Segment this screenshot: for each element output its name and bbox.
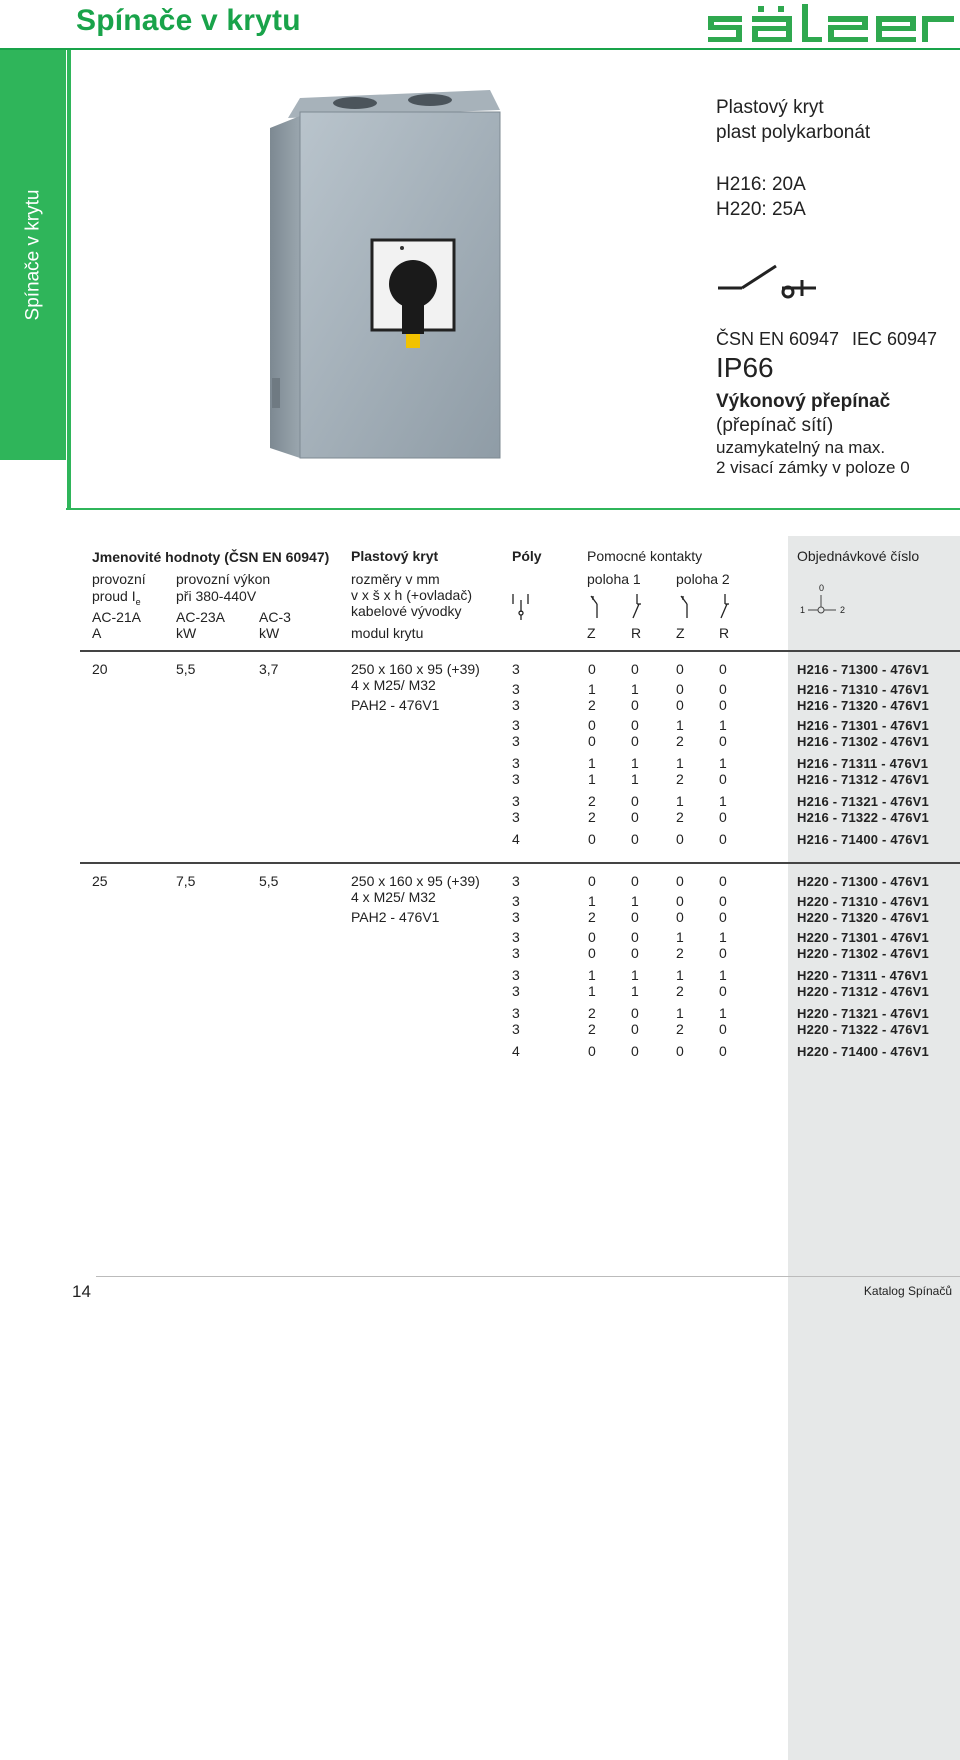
aux-pos1-z: 0 — [588, 1043, 596, 1059]
housing-type: Plastový kryt — [716, 97, 824, 118]
photo-section-rule — [66, 508, 960, 510]
power-ac23: 5,5 — [176, 661, 196, 677]
col-ac23: AC-23A — [176, 609, 226, 625]
switch-pos-2: 2 — [840, 605, 846, 615]
aux-pos1-r: 0 — [631, 831, 639, 847]
switch-type-sub: (přepínač sítí) — [716, 415, 834, 436]
product-photo — [260, 88, 510, 468]
aux-pos1-z: 0 — [588, 873, 596, 889]
aux-pos2-r: 1 — [719, 793, 727, 809]
aux-pos2-r: 0 — [719, 893, 727, 909]
housing-line-3: kabelové vývodky — [351, 603, 462, 619]
aux-pos2-r: 0 — [719, 945, 727, 961]
aux-pos1-r: 1 — [631, 983, 639, 999]
order-code: H216 - 71301 - 476V1 — [797, 718, 929, 733]
cable-glands: 4 x M25/ M32 — [351, 677, 436, 693]
housing-line-1: rozměry v mm — [351, 571, 440, 587]
aux-pos2-r: 0 — [719, 733, 727, 749]
aux-pos1-r: 0 — [631, 909, 639, 925]
poles-count: 3 — [512, 967, 520, 983]
aux-pos1-r: 0 — [631, 697, 639, 713]
order-number-title: Objednávkové číslo — [797, 548, 920, 564]
poles-count: 3 — [512, 983, 520, 999]
power-ac3: 5,5 — [259, 873, 279, 889]
poles-count: 3 — [512, 909, 520, 925]
contact-z-2: Z — [676, 625, 685, 641]
rated-current: 20 — [92, 661, 108, 677]
switch-type: Výkonový přepínač — [716, 391, 891, 412]
poles-count: 3 — [512, 809, 520, 825]
aux-pos2-r: 0 — [719, 1043, 727, 1059]
order-code: H220 - 71310 - 476V1 — [797, 894, 929, 909]
catalog-name: Katalog Spínačů — [863, 1284, 952, 1298]
power-ac3: 3,7 — [259, 661, 279, 677]
enclosure-switch-illustration — [260, 88, 510, 468]
footer-rule — [66, 1276, 960, 1277]
aux-pos2-r: 0 — [719, 873, 727, 889]
aux-pos1-r: 0 — [631, 793, 639, 809]
rating-h220: H220: 25A — [716, 199, 806, 220]
rated-values-title — [92, 549, 329, 565]
aux-pos1-z: 1 — [588, 681, 596, 697]
aux-pos2-z: 0 — [676, 1043, 684, 1059]
order-code: H220 - 71300 - 476V1 — [797, 874, 929, 889]
aux-pos1-r: 0 — [631, 945, 639, 961]
aux-pos1-z: 2 — [588, 1005, 596, 1021]
switch-pos-1: 1 — [800, 605, 806, 615]
aux-pos1-z: 1 — [588, 967, 596, 983]
order-code: H220 - 71400 - 476V1 — [797, 1044, 929, 1059]
photo-frame-accent — [67, 50, 71, 510]
aux-pos1-r: 0 — [631, 873, 639, 889]
switch-pos-0: 0 — [819, 583, 825, 593]
aux-pos2-r: 0 — [719, 1021, 727, 1037]
aux-pos2-z: 0 — [676, 681, 684, 697]
poles-count: 3 — [512, 755, 520, 771]
aux-contacts-title: Pomocné kontakty — [587, 548, 703, 564]
aux-pos1-z: 2 — [588, 697, 596, 713]
switch-symbol — [716, 262, 820, 309]
order-code: H216 - 71310 - 476V1 — [797, 682, 929, 697]
aux-pos2-z: 0 — [676, 831, 684, 847]
col-ac21: AC-21A — [92, 609, 142, 625]
poles-symbol-graphic — [508, 592, 534, 622]
order-code: H216 - 71321 - 476V1 — [797, 794, 929, 809]
cable-glands: 4 x M25/ M32 — [351, 889, 436, 905]
aux-pos1-z: 0 — [588, 717, 596, 733]
power-ac23: 7,5 — [176, 873, 196, 889]
col-current-sub: e — [135, 596, 141, 607]
contact-z-1: Z — [587, 625, 596, 641]
aux-pos2-z: 1 — [676, 755, 684, 771]
aux-pos1-z: 2 — [588, 909, 596, 925]
group-separator-rule — [80, 862, 960, 864]
aux-pos2-z: 2 — [676, 733, 684, 749]
standard-csn: ČSN EN 60947 — [716, 329, 840, 349]
housing-material: plast polykarbonát — [716, 122, 871, 143]
rated-current: 25 — [92, 873, 108, 889]
aux-pos1-z: 2 — [588, 1021, 596, 1037]
housing-line-4: modul krytu — [351, 625, 424, 641]
rated-values-title-text: Jmenovité hodnoty (ČSN EN 60947) — [92, 549, 330, 565]
poles-count: 4 — [512, 1043, 520, 1059]
aux-pos2-z: 0 — [676, 909, 684, 925]
lock-note-1: uzamykatelný na max. — [716, 438, 886, 457]
sidebar-label-wrap — [0, 50, 66, 460]
aux-pos2-r: 1 — [719, 967, 727, 983]
poles-count: 3 — [512, 771, 520, 787]
order-code: H220 - 71322 - 476V1 — [797, 1022, 929, 1037]
aux-pos1-z: 0 — [588, 929, 596, 945]
aux-pos1-r: 0 — [631, 929, 639, 945]
poles-count: 3 — [512, 945, 520, 961]
aux-contact-symbols-graphic — [583, 592, 743, 622]
col-current-l1: provozní — [92, 571, 146, 587]
aux-pos1-z: 2 — [588, 809, 596, 825]
housing-title: Plastový kryt — [351, 548, 439, 564]
order-code: H216 - 71311 - 476V1 — [797, 756, 929, 771]
aux-pos2-z: 2 — [676, 809, 684, 825]
poles-count: 3 — [512, 793, 520, 809]
order-code: H216 - 71320 - 476V1 — [797, 698, 929, 713]
col-current-l2-text: proud I — [92, 588, 136, 604]
aux-pos1-r: 1 — [631, 893, 639, 909]
aux-pos2-z: 1 — [676, 967, 684, 983]
housing-module: PAH2 - 476V1 — [351, 697, 440, 713]
col-ac3: AC-3 — [259, 609, 291, 625]
aux-pos1-r: 1 — [631, 755, 639, 771]
aux-pos2-r: 0 — [719, 809, 727, 825]
order-code: H216 - 71302 - 476V1 — [797, 734, 929, 749]
aux-pos1-r: 0 — [631, 717, 639, 733]
poles-symbol — [508, 592, 534, 627]
aux-pos2-r: 1 — [719, 929, 727, 945]
housing-module: PAH2 - 476V1 — [351, 909, 440, 925]
aux-pos1-r: 0 — [631, 1043, 639, 1059]
page-number: 14 — [72, 1282, 91, 1301]
aux-pos2-r: 0 — [719, 697, 727, 713]
housing-line-2: v x š x h (+ovladač) — [351, 587, 472, 603]
order-code: H220 - 71320 - 476V1 — [797, 910, 929, 925]
aux-pos1-z: 0 — [588, 831, 596, 847]
aux-pos1-r: 0 — [631, 809, 639, 825]
order-code: H220 - 71312 - 476V1 — [797, 984, 929, 999]
aux-pos1-z: 2 — [588, 793, 596, 809]
poles-count: 3 — [512, 929, 520, 945]
sidebar-label: Spínače v krytu — [22, 189, 44, 321]
aux-pos2-r: 0 — [719, 983, 727, 999]
aux-pos2-r: 1 — [719, 755, 727, 771]
aux-pos1-z: 1 — [588, 983, 596, 999]
aux-pos2-z: 0 — [676, 893, 684, 909]
unit-kw-1: kW — [176, 625, 197, 641]
aux-pos1-r: 1 — [631, 681, 639, 697]
ip-rating: IP66 — [716, 352, 774, 383]
housing-dimensions: 250 x 160 x 95 (+39) — [351, 661, 480, 677]
order-code: H220 - 71311 - 476V1 — [797, 968, 929, 983]
poles-title: Póly — [512, 548, 542, 564]
position-1: poloha 1 — [587, 571, 641, 587]
order-code: H216 - 71300 - 476V1 — [797, 662, 929, 677]
aux-pos2-z: 2 — [676, 983, 684, 999]
aux-pos1-r: 0 — [631, 733, 639, 749]
position-2: poloha 2 — [676, 571, 730, 587]
unit-kw-2: kW — [259, 625, 280, 641]
page-title: Spínače v krytu — [76, 4, 301, 37]
order-code: H220 - 71321 - 476V1 — [797, 1006, 929, 1021]
poles-count: 3 — [512, 717, 520, 733]
contact-r-1: R — [631, 625, 642, 641]
aux-pos2-z: 2 — [676, 1021, 684, 1037]
order-code: H216 - 71312 - 476V1 — [797, 772, 929, 787]
poles-count: 3 — [512, 1005, 520, 1021]
switch-symbol-graphic — [716, 262, 820, 304]
aux-pos2-z: 1 — [676, 1005, 684, 1021]
unit-a: A — [92, 625, 102, 641]
aux-pos1-z: 0 — [588, 733, 596, 749]
poles-count: 3 — [512, 661, 520, 677]
aux-pos2-z: 0 — [676, 661, 684, 677]
col-power-l1: provozní výkon — [176, 571, 271, 587]
col-current-l2 — [92, 588, 141, 607]
aux-pos2-z: 2 — [676, 945, 684, 961]
aux-pos2-r: 0 — [719, 681, 727, 697]
poles-count: 4 — [512, 831, 520, 847]
rating-h216: H216: 20A — [716, 174, 806, 195]
poles-count: 3 — [512, 733, 520, 749]
poles-count: 3 — [512, 697, 520, 713]
housing-dimensions: 250 x 160 x 95 (+39) — [351, 873, 480, 889]
aux-pos1-z: 1 — [588, 755, 596, 771]
aux-pos1-r: 1 — [631, 771, 639, 787]
order-code: H216 - 71322 - 476V1 — [797, 810, 929, 825]
aux-pos1-z: 0 — [588, 661, 596, 677]
aux-pos2-r: 1 — [719, 717, 727, 733]
aux-pos2-z: 0 — [676, 697, 684, 713]
aux-pos2-r: 0 — [719, 831, 727, 847]
contact-r-2: R — [719, 625, 730, 641]
standard-iec: IEC 60947 — [852, 329, 938, 349]
poles-count: 3 — [512, 1021, 520, 1037]
poles-count: 3 — [512, 873, 520, 889]
poles-count: 3 — [512, 681, 520, 697]
brand-logo — [708, 4, 954, 44]
aux-pos2-r: 1 — [719, 1005, 727, 1021]
order-code: H220 - 71301 - 476V1 — [797, 930, 929, 945]
aux-pos1-r: 0 — [631, 1021, 639, 1037]
brand-logo-graphic — [708, 4, 954, 44]
aux-pos2-z: 1 — [676, 929, 684, 945]
aux-pos1-r: 0 — [631, 1005, 639, 1021]
aux-pos2-r: 0 — [719, 661, 727, 677]
aux-pos1-r: 0 — [631, 661, 639, 677]
aux-pos2-z: 0 — [676, 873, 684, 889]
col-power-l2: při 380-440V — [176, 588, 257, 604]
aux-pos1-r: 1 — [631, 967, 639, 983]
aux-pos2-r: 0 — [719, 771, 727, 787]
order-code: H220 - 71302 - 476V1 — [797, 946, 929, 961]
lock-note-2: 2 visací zámky v poloze 0 — [716, 458, 910, 477]
aux-pos2-r: 0 — [719, 909, 727, 925]
table-header-rule — [80, 650, 960, 652]
aux-pos2-z: 2 — [676, 771, 684, 787]
poles-count: 3 — [512, 893, 520, 909]
aux-pos2-z: 1 — [676, 793, 684, 809]
aux-contact-symbols — [583, 592, 743, 627]
aux-pos1-z: 1 — [588, 893, 596, 909]
order-code: H216 - 71400 - 476V1 — [797, 832, 929, 847]
aux-pos2-z: 1 — [676, 717, 684, 733]
aux-pos1-z: 1 — [588, 771, 596, 787]
aux-pos1-z: 0 — [588, 945, 596, 961]
